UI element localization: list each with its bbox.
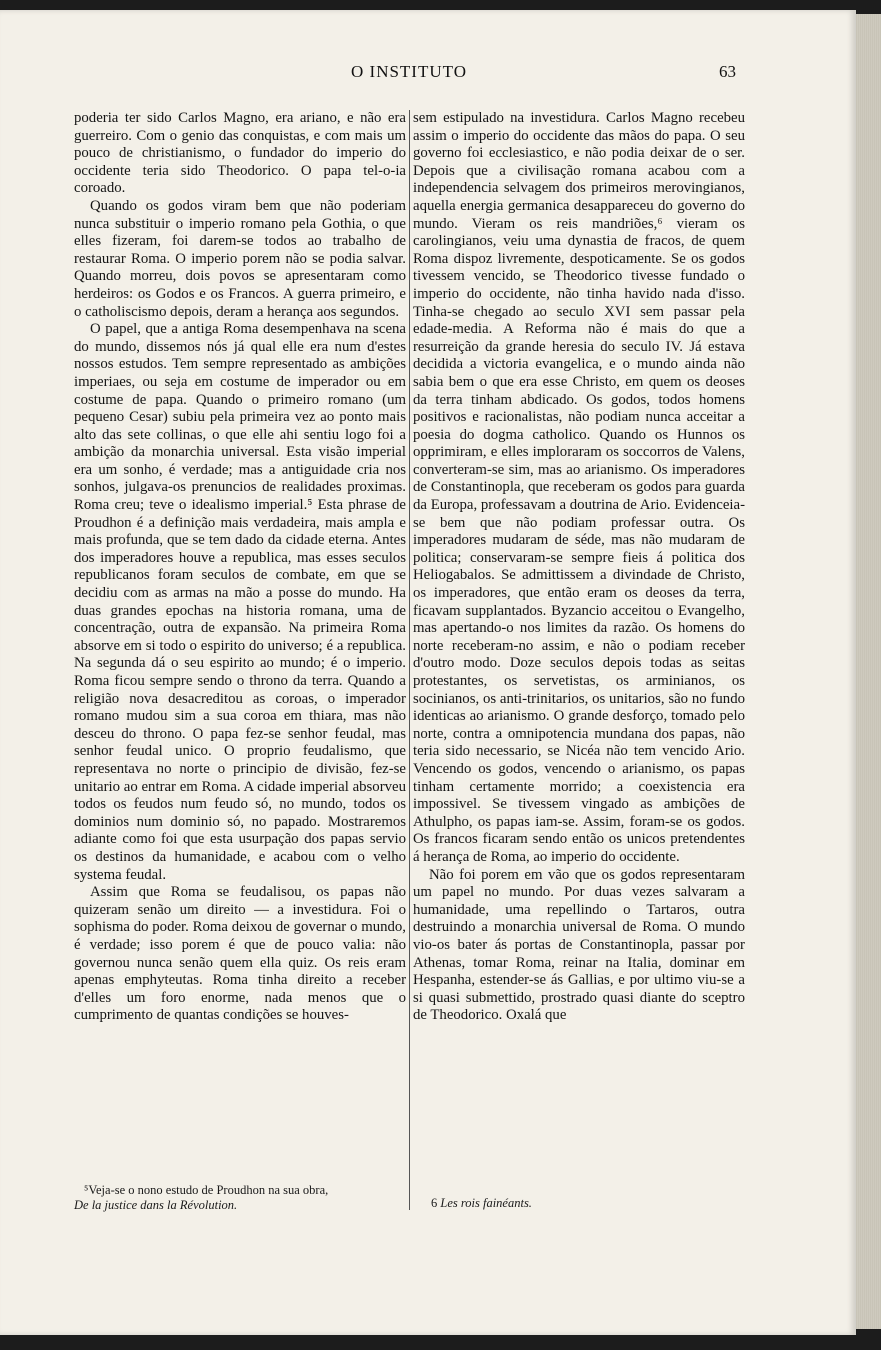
journal-title: O INSTITUTO <box>351 62 467 81</box>
running-header <box>74 62 744 92</box>
footnote-text: Les rois fainéants. <box>440 1196 532 1210</box>
footnote-number: 6 <box>431 1196 438 1210</box>
paragraph: sem estipulado na investidura. Carlos Magno recebeu assim o imperio do occidente das mãos do papa. O seu governo foi ecclesiastico, e não podia deixar de o ser. Depois que a civilisação romana acabou com a independencia selvagem dos primeiros merovingianos, aquella energia germanica desappareceu do governo do mundo. Vieram os reis mandriões,⁶ vieram os carolingianos, veiu uma dynastia de fracos, de quem Roma dispoz livremente, despoticamente. Se os godos tivessem vencido, se Theodorico tivesse fundado o imperio do occidente, não tinha havido nada d'isso. Tinha-se chegado ao seculo XVI sem passar pela edade-media. A Reforma não é mais do que a resurreição da grande heresia do seculo IV. Já estava decidida a victoria evangelica, e o mundo ainda não sabia bem o que era esse Christo, em quem os deoses da terra tinham abdicado. Os godos, todos homens positivos e racionalistas, não podiam nunca acceitar a poesia do dogma catholico. Quando os Hunnos os opprimiram, e elles imploraram os soccorros de Valens, converteram-se sim, mas ao arianismo. Os imperadores de Constantinopla, que receberam os godos para guarda da Europa, professavam a doutrina de Ario. Evidenceia-se bem que não podiam professar outra. Os imperadores mudaram de séde, mas não mudaram de politica; conservaram-se sempre fieis á politica dos Heliogabalos. Se admittissem a divindade de Christo, os imperadores, que então eram os deoses da terra, ficavam supplantados. Byzancio acceitou o Evangelho, mas apertando-o nos limites da razão. Os homens do norte receberam-no assim, e não o podiam receber d'outro modo. Doze seculos depois todas as seitas protestantes, os servetistas, os arminianos, os socinianos, os anti-trinitarios, os unitarios, são no fundo identicas ao arianismo. O grande desforço, tomado pelo norte, contra a omnipotencia mundana dos papas, não teria sido necessario, se Nicéa não tem vencido Ario. Vencendo os godos, vencendo o arianismo, os papas tinham certamente morrido; a coexistencia era impossivel. Se tivessem vingado as ambições de Athulpho, os papas iam-se. Assim, foram-se os godos. Os francos ficaram sendo então os unicos pretendentes á herança de Roma, ao imperio do occidente. <box>413 110 745 865</box>
paragraph: Não foi porem em vão que os godos representaram um papel no mundo. Por duas vezes salvaram a humanidade, uma repellindo o Tartaros, outra destruindo a monarchia universal de Roma. O mundo vio-os bater ás portas de Constantinopla, passar por Athenas, tomar Roma, reinar na Italia, dominar em Hespanha, estender-se ás Gallias, e por ultimo viu-se a si quasi submettido, prostrado quasi diante do sceptro de Theodorico. Oxalá que <box>413 866 745 1024</box>
column-divider <box>409 110 410 1210</box>
left-column <box>74 110 406 1025</box>
paragraph: Quando os godos viram bem que não poderiam nunca substituir o imperio romano pela Gothia, o que elles fizeram, foi darem-se todos ao trabalho de restaurar Roma. O imperio porem não se podia salvar. Quando morreu, dois povos se apresentaram como herdeiros: os Godos e os Francos. A guerra primeiro, e o catholiscismo depois, deram a herança aos segundos. <box>74 197 406 320</box>
page-number: 63 <box>719 62 736 81</box>
paragraph: poderia ter sido Carlos Magno, era ariano, e não era guerreiro. Com o genio das conquistas, e com mais um pouco de christianismo, o fundador do imperio do occidente teria sido Theodorico. O papa tel-o-ia coroado. <box>74 110 406 197</box>
right-column <box>413 110 745 1025</box>
footnote-5 <box>74 1183 406 1213</box>
paragraph: O papel, que a antiga Roma desempenhava na scena do mundo, dissemos nós já qual elle era num d'estes nossos estudos. Tem sempre representado as ambições imperiaes, ou seja em costume de imperador ou em costume de papa. Quando o primeiro romano (um pequeno Cesar) subiu pela primeira vez ao ponto mais alto das sete collinas, o que elle ahi sentiu logo foi a ambição da monarchia universal. Esta visão imperial era um sonho, é verdade; mas a antiguidade cria nos sonhos, julgava-os prenuncios de realidades proximas. Roma creu; teve o idealismo imperial.⁵ Esta phrase de Proudhon é a definição mais verdadeira, mais ampla e mais profunda, que se tem dado da cidade eterna. Antes dos imperadores houve a republica, mas esses seculos republicanos foram seculos de combate, em que se decidiu com as armas na mão a posse do mundo. Ha duas grandes epochas na historia romana, uma de concentração, outra de expansão. Na primeira Roma absorve em si todo o espirito do universo; é a republica. Na segunda dá o seu espirito ao mundo; é o imperio. Roma ficou sempre sendo o throno da terra. Quando a religião nova desacreditou as coroas, o imperador romano mudou sim a sua coroa em thiara, mas não desceu do throno. O papa fez-se senhor feudal, mas senhor feudal unico. O proprio feudalismo, que representava no norte o principio de divisão, fez-se unitario ao entrar em Roma. A cidade imperial absorveu todos os feudos num feudo só, no mundo, todos os dominios num dominio só, no papado. Mostraremos adiante como foi que esta usurpação dos papas servio os destinos da humanidade, e acabou com o velho systema feudal. <box>74 321 406 883</box>
footnote-work-title: De la justice dans la Révolution. <box>74 1198 238 1212</box>
footnote-text: ⁵Veja-se o nono estudo de Proudhon na sua obra, <box>84 1183 329 1197</box>
page-edge-stack <box>856 14 881 1329</box>
paragraph: Assim que Roma se feudalisou, os papas não quizeram senão um direito — a investidura. Foi o sophisma do poder. Roma deixou de governar o mundo, é verdade; isso porem é que de pouco valia: não governou nunca senão quem ella quiz. Os reis eram apenas emphyteutas. Roma tinha direito a receber d'elles um foro enorme, nada menos que o cumprimento de quantas condições se houves- <box>74 884 406 1024</box>
footnote-6 <box>413 1196 745 1211</box>
